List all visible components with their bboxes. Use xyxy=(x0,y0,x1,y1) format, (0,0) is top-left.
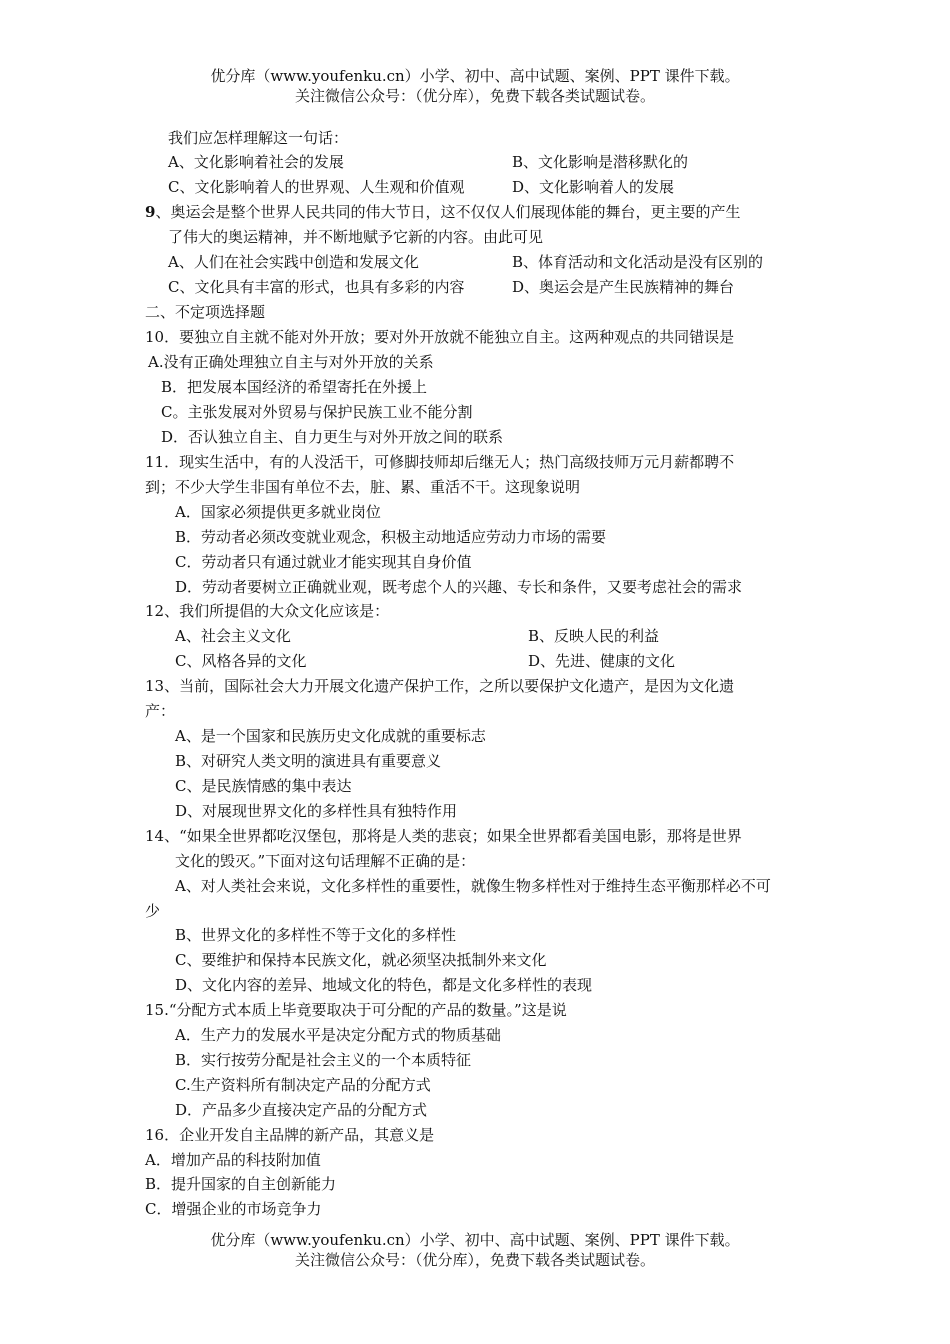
q12-option-c: C、风格各异的文化 xyxy=(175,652,307,670)
q9-option-a: A、人们在社会实践中创造和发展文化 xyxy=(168,253,419,271)
q9-number: 9 xyxy=(145,203,156,221)
q13-option-a: A、是一个国家和民族历史文化成就的重要标志 xyxy=(175,727,486,745)
q13-option-c: C、是民族情感的集中表达 xyxy=(175,777,352,795)
q12-stem: 12、我们所提倡的大众文化应该是： xyxy=(145,602,390,620)
q11-option-b: B．劳动者必须改变就业观念，积极主动地适应劳动力市场的需要 xyxy=(175,528,607,546)
q12-option-d: D、先进、健康的文化 xyxy=(528,652,676,670)
q10-option-b: B．把发展本国经济的希望寄托在外援上 xyxy=(161,378,428,396)
q8-option-a: A、文化影响着社会的发展 xyxy=(168,153,344,171)
q12-option-a: A、社会主义文化 xyxy=(175,627,291,645)
q11-stem-line1: 11．现实生活中，有的人没活干，可修脚技师却后继无人；热门高级技师万元月薪都聘不 xyxy=(145,453,735,471)
q8-option-b: B、文化影响是潜移默化的 xyxy=(512,153,689,171)
q16-option-c: C．增强企业的市场竞争力 xyxy=(145,1200,322,1218)
q16-stem: 16．企业开发自主品牌的新产品，其意义是 xyxy=(145,1126,435,1144)
q15-stem: 15.“分配方式本质上毕竟要取决于可分配的产品的数量。”这是说 xyxy=(145,1001,567,1019)
q13-option-d: D、对展现世界文化的多样性具有独特作用 xyxy=(175,802,458,820)
q14-option-b: B、世界文化的多样性不等于文化的多样性 xyxy=(175,926,457,944)
q15-option-c: C.生产资料所有制决定产品的分配方式 xyxy=(175,1076,431,1094)
q14-option-c: C、要维护和保持本民族文化，就必须坚决抵制外来文化 xyxy=(175,951,547,969)
q9-option-b: B、体育活动和文化活动是没有区别的 xyxy=(512,253,764,271)
q15-option-a: A．生产力的发展水平是决定分配方式的物质基础 xyxy=(175,1026,501,1044)
page-header-line2: 关注微信公众号：（优分库），免费下载各类试题试卷。 xyxy=(294,87,655,105)
q11-option-d: D．劳动者要树立正确就业观，既考虑个人的兴趣、专长和条件，又要考虑社会的需求 xyxy=(175,578,743,596)
q14-option-a-line1: A、对人类社会来说，文化多样性的重要性，就像生物多样性对于维持生态平衡那样必不可 xyxy=(175,877,771,895)
q10-stem: 10．要独立自主就不能对外开放；要对外开放就不能独立自主。这两种观点的共同错误是 xyxy=(145,328,735,346)
q14-stem-line2: 文化的毁灭。”下面对这句话理解不正确的是： xyxy=(175,852,476,870)
q9-stem-text: 、奥运会是整个世界人民共同的伟大节日，这不仅仅人们展现体能的舞台，更主要的产生 xyxy=(155,203,741,221)
q11-stem-line2: 到；不少大学生非国有单位不去，脏、累、重活不干。这现象说明 xyxy=(145,478,581,496)
q8-option-d: D、文化影响着人的发展 xyxy=(512,178,675,196)
page-footer-line1: 优分库（www.youfenku.cn）小学、初中、高中试题、案例、PPT 课件下载。 xyxy=(210,1231,740,1249)
q8-stem: 我们应怎样理解这一句话： xyxy=(168,129,349,147)
q9-stem-line1 xyxy=(145,202,740,222)
q10-option-c: C。主张发展对外贸易与保护民族工业不能分割 xyxy=(161,403,473,421)
q13-option-b: B、对研究人类文明的演进具有重要意义 xyxy=(175,752,442,770)
q16-option-a: A．增加产品的科技附加值 xyxy=(145,1151,321,1169)
q11-option-c: C．劳动者只有通过就业才能实现其自身价值 xyxy=(175,553,472,571)
q12-option-b: B、反映人民的利益 xyxy=(528,627,660,645)
q10-option-a: A.没有正确处理独立自主与对外开放的关系 xyxy=(148,353,434,371)
page-footer-line2: 关注微信公众号：（优分库），免费下载各类试题试卷。 xyxy=(294,1251,655,1269)
q9-stem-line2: 了伟大的奥运精神，并不断地赋予它新的内容。由此可见 xyxy=(168,228,544,246)
q14-stem-line1: 14、“如果全世界都吃汉堡包，那将是人类的悲哀；如果全世界都看美国电影，那将是世界 xyxy=(145,827,742,845)
q15-option-b: B．实行按劳分配是社会主义的一个本质特征 xyxy=(175,1051,472,1069)
q14-option-a-line2: 少 xyxy=(145,902,161,920)
q9-option-d: D、奥运会是产生民族精神的舞台 xyxy=(512,278,735,296)
q16-option-b: B．提升国家的自主创新能力 xyxy=(145,1175,337,1193)
q13-stem-line1: 13、当前，国际社会大力开展文化遗产保护工作，之所以要保护文化遗产，是因为文化遗 xyxy=(145,677,735,695)
q13-stem-line2: 产： xyxy=(145,702,176,720)
q9-option-c: C、文化具有丰富的形式，也具有多彩的内容 xyxy=(168,278,465,296)
q8-option-c: C、文化影响着人的世界观、人生观和价值观 xyxy=(168,178,465,196)
q10-option-d: D．否认独立自主、自力更生与对外开放之间的联系 xyxy=(161,428,504,446)
q15-option-d: D．产品多少直接决定产品的分配方式 xyxy=(175,1101,428,1119)
section-heading: 二、不定项选择题 xyxy=(145,303,266,321)
q11-option-a: A．国家必须提供更多就业岗位 xyxy=(175,503,381,521)
page-header-line1: 优分库（www.youfenku.cn）小学、初中、高中试题、案例、PPT 课件下载。 xyxy=(210,67,740,85)
q14-option-d: D、文化内容的差异、地域文化的特色，都是文化多样性的表现 xyxy=(175,976,593,994)
